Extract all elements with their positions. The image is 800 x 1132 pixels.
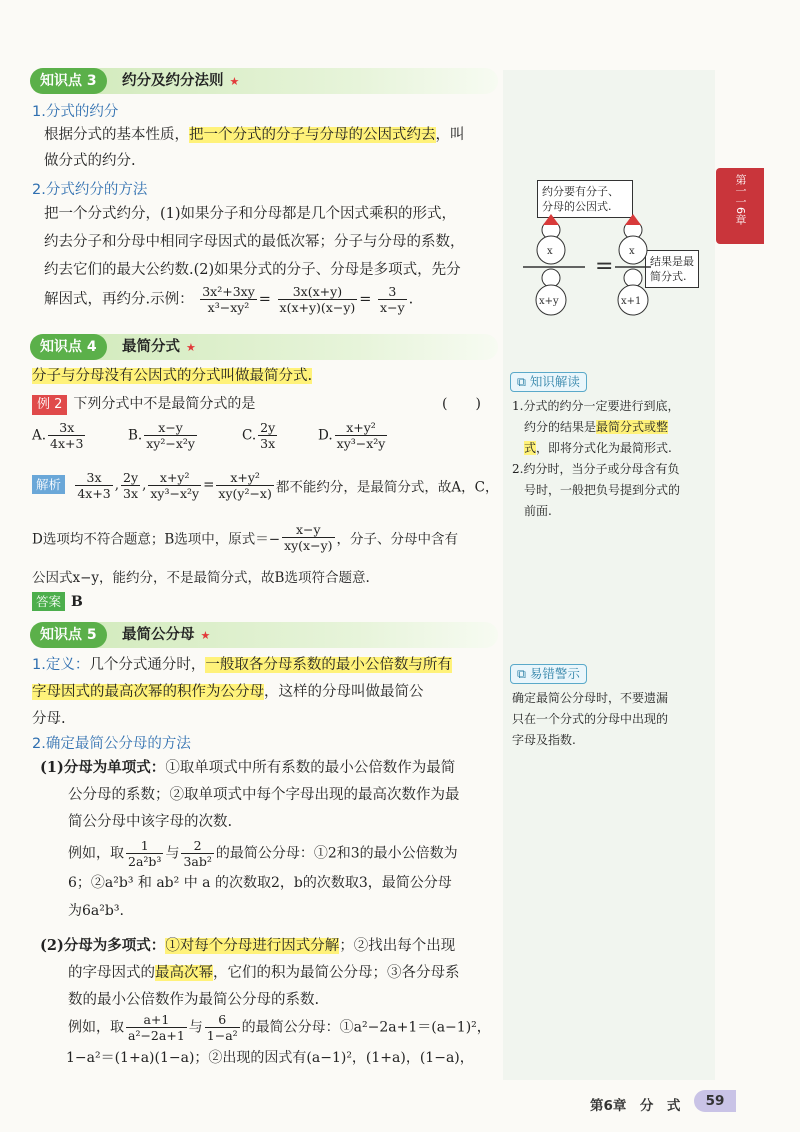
option-c: C. $\frac{2y}{3x}$: [242, 420, 276, 451]
footer-chapter: 第6章 分 式: [590, 1098, 681, 1114]
star-icon: ★: [229, 75, 240, 88]
kp5-definition: 1.定义：几个分式通分时，一般取各分母系数的最小公倍数与所有 字母因式的最高次幂的积作为公分母，这样的分母叫做最简公 分母.: [32, 657, 452, 727]
star-icon: ★: [200, 629, 211, 642]
kp3-badge: 知识点 3: [30, 68, 107, 94]
star-icon: ★: [186, 341, 196, 354]
kp4-analysis: 解析 $\frac{3x}{4x+3}$ , $\frac{2y}{3x}$ , $\frac{\text{x+y²}}{\text{xy³−x²y}}$ = $\frac{\text{x+y²}}{\text{xy(y²−x)}}$ 都不能约分，是最简分式，故A，C，: [32, 470, 500, 501]
snowman-hat-icon: [625, 214, 641, 225]
kp4-title: 最简分式 ★: [122, 339, 196, 355]
kp4-answer: 答案 B: [32, 592, 83, 611]
kp5-method1-example: 例如，取 $\frac{1}{\text{2a²b³}}$ 与 $\frac{2}{\text{3ab²}}$ 的最简公分母：①2和3的最小公倍数为 6；②a²b³ 和 ab² 中 a 的次数取2，b的次数取3，最简公分母 为6a²b³.: [68, 838, 458, 919]
chapter-tab-label: 第一一6章: [734, 174, 747, 225]
kp3-sub2: 2.分式约分的方法: [32, 182, 148, 198]
speech-bubble-right: 结果是最简分式.: [645, 250, 699, 288]
kp5-method2: (2)分母为多项式：①对每个分母进行因式分解；②找出每个出现 的字母因式的最高次幂，它们的积为最简公分母；③各分母系 数的最小公倍数作为最简公分母的系数.: [40, 937, 460, 1008]
kp3-header: [30, 68, 498, 94]
analysis-tag: 解析: [32, 475, 65, 494]
option-b: B. $\frac{x-y}{\text{xy²−x²y}}$: [128, 420, 195, 451]
speech-bubble-left: 约分要有分子、分母的公因式.: [537, 180, 633, 218]
chapter-tab[interactable]: [716, 168, 764, 244]
snowman-right-bottom-head: [624, 269, 642, 287]
kp4-header: [30, 334, 498, 360]
kp3-sub1: 1.分式的约分: [32, 104, 119, 120]
info-icon: ⧉: [517, 374, 526, 389]
kp3-ex-frac2: $\frac{3x(x+y)}{x(x+y)(x-y)}$: [279, 284, 356, 315]
kp4-definition: 分子与分母没有公因式的分式叫做最简分式.: [32, 368, 313, 384]
kp5-header: [30, 622, 498, 648]
kp5-sub2: 2.确定最简公分母的方法: [32, 736, 191, 752]
info-icon: ⧉: [517, 666, 526, 681]
snowmen-drawing: [515, 178, 705, 318]
warning-text: 确定最简公分母时，不要遗漏 只在一个分式的分母中出现的 字母及指数.: [512, 691, 669, 747]
kp4-example: 例 2 下列分式中不是最简分式的是 ( ): [32, 394, 502, 415]
kp4-badge: 知识点 4: [30, 334, 107, 360]
kp3-p1-highlight: 把一个分式的分子与分母的公因式约去: [189, 127, 436, 143]
knowledge-text: 1.分式的约分一定要进行到底， 约分的结果是最简分式或整 式，即将分式化为最简形式. 2.约分时，当分子或分母含有负 号时，一般把负号提到分式的 前面.: [512, 399, 681, 518]
warning-tag: ⧉ 易错警示: [510, 664, 587, 684]
kp4-analysis-l3: 公因式x−y，能约分，不是最简分式，故B选项符合题意.: [32, 570, 370, 586]
snowman-hat-icon: [543, 214, 559, 225]
equals-sign: =: [595, 254, 614, 279]
snowman-left-bottom-head: [542, 269, 560, 287]
kp3-title: 约分及约分法则 ★: [122, 73, 240, 89]
kp5-method2-example: 例如，取 $\frac{a+1}{\text{a²−2a+1}}$ 与 $\frac{6}{\text{1−a²}}$ 的最简公分母：①a²−2a+1＝(a−1)²， 1−a²＝(1+a)(1−a)；②出现的因式有(a−1)²，(1+a)，(1−a)，: [66, 1012, 491, 1066]
option-a: A. $\frac{3x}{4x+3}$: [32, 420, 84, 451]
snowman-label-xy: x+y: [539, 296, 559, 307]
snowman-label-rxy: x+1: [621, 296, 642, 307]
kp3-ex-frac1: $\frac{\text{3x²+3xy}}{\text{x³−xy²}}$: [202, 284, 255, 315]
option-d: D. $\frac{\text{x+y²}}{\text{xy³−x²y}}$: [318, 420, 386, 451]
kp3-ex-frac3: $\frac{3}{x-y}$: [380, 284, 405, 315]
example-tag: 例 2: [32, 395, 67, 415]
page-number: 59: [694, 1090, 736, 1112]
answer-tag: 答案: [32, 592, 65, 611]
snowman-label-x: x: [547, 246, 553, 257]
kp4-analysis-l2: D选项均不符合题意；B选项中，原式＝− $\frac{x-y}{xy(x-y)}$ ，分子、分母中含有: [32, 522, 459, 553]
snowman-label-rx: x: [629, 246, 635, 257]
knowledge-tag: ⧉ 知识解读: [510, 372, 587, 392]
kp3-p2: 把一个分式约分，(1)如果分子和分母都是几个因式乘积的形式， 约去分子和分母中相同字母因式的最低次幂；分子与分母的系数， 约去它们的最大公约数.(2)如果分式的分子、分母是多项式，先分 解因式，再约分.示例： $\frac{\text{3x²+3xy}}{\text{x³−xy²}}$ = $\frac{3x(x+y)}{x(x+y)(x-y)}$ = $\frac{3}{x-y}$ .: [44, 206, 465, 315]
kp3-p1: 根据分式的基本性质，把一个分式的分子与分母的公因式约去，叫 做分式的约分.: [44, 127, 465, 169]
kp5-method1: (1)分母为单项式：①取单项式中所有系数的最小公倍数作为最简 公分母的系数；②取单项式中每个字母出现的最高次数作为最 简公分母中该字母的次数.: [40, 759, 460, 830]
snowman-illustration: [515, 178, 705, 318]
kp5-title: 最简公分母 ★: [122, 627, 211, 643]
kp5-badge: 知识点 5: [30, 622, 107, 648]
